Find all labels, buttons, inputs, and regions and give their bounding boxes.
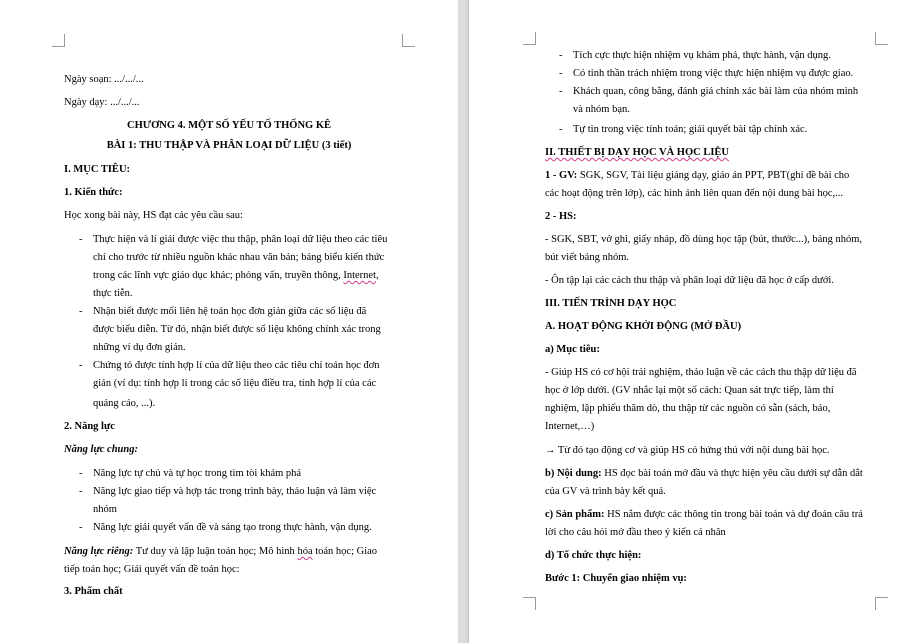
subsection-heading: 3. Phẩm chất: [64, 586, 123, 597]
text-span: HS nắm được các thông tin trong bài toán và dự đoán câu trả: [604, 509, 863, 520]
document-page-2: [469, 0, 921, 643]
bullet-line: và nhóm bạn.: [573, 104, 630, 115]
spellcheck-word: Internet: [343, 270, 376, 281]
label-san-pham: c) Sản phẩm:: [545, 509, 605, 520]
bullet-dash: -: [79, 234, 83, 245]
label-hs: 2 - HS:: [545, 211, 577, 222]
bullet-dash: -: [559, 124, 563, 135]
body-line: nghiệm, lập phiếu thăm dò, thu thập từ các nguồn có sẵn (sách, báo,: [545, 403, 831, 414]
bullet-line: Có tinh thần trách nhiệm trong việc thực hiện nhiệm vụ được giao.: [573, 68, 854, 79]
crop-mark: [402, 34, 415, 47]
body-line: bút viết bảng nhóm.: [545, 252, 629, 263]
subsection-heading: Bước 1: Chuyển giao nhiệm vụ:: [545, 573, 687, 584]
text-span: SGK, SGV, Tài liệu giảng dạy, giáo án PPT, PBT(ghi đề bài cho: [577, 170, 850, 181]
subsection-heading: a) Mục tiêu:: [545, 344, 600, 355]
bullet-line: những ví dụ đơn giản.: [93, 342, 186, 353]
label-noi-dung: b) Nội dung:: [545, 468, 602, 479]
subsection-heading: 1. Kiến thức:: [64, 187, 123, 198]
date-prepared: Ngày soạn: .../.../...: [64, 74, 144, 85]
bullet-dash: -: [79, 522, 83, 533]
section-heading: I. MỤC TIÊU:: [64, 164, 131, 175]
body-line: - Giúp HS có cơ hội trải nghiệm, thảo luận về các cách thu thập dữ liệu đã: [545, 367, 857, 378]
section-heading: A. HOẠT ĐỘNG KHỞI ĐỘNG (MỞ ĐẦU): [545, 321, 742, 332]
body-line: - SGK, SBT, vở ghi, giấy nháp, đồ dùng học tập (bút, thước...), bảng nhóm,: [545, 234, 862, 245]
label-gv: 1 - GV:: [545, 170, 578, 181]
section-heading: III. TIẾN TRÌNH DẠY HỌC: [545, 298, 677, 309]
bullet-dash: -: [559, 68, 563, 79]
bullet-line: Thực hiện và lí giải được việc thu thập, phân loại dữ liệu theo các tiêu: [93, 234, 388, 245]
bullet-line: Năng lực giải quyết vấn đề và sáng tạo trong thực hành, vận dụng.: [93, 522, 372, 533]
bullet-dash: -: [79, 360, 83, 371]
subsection-heading: 2. Năng lực: [64, 421, 115, 432]
text-span: HS đọc bài toán mở đầu và thực hiện yêu cầu dưới sự dẫn dắt: [601, 468, 863, 479]
label-nang-luc-rieng: Năng lực riêng:: [64, 546, 134, 557]
body-line: học ở lớp dưới. (GV nhắc lại một số cách: Quan sát trực tiếp, làm thí: [545, 385, 834, 396]
text-span: ,: [376, 270, 379, 281]
crop-mark: [523, 32, 536, 45]
section-heading: [545, 146, 729, 160]
bullet-line: [93, 269, 379, 283]
chapter-title: CHƯƠNG 4. MỘT SỐ YẾU TỐ THỐNG KÊ: [126, 120, 331, 131]
gv-line: [545, 169, 849, 183]
bullet-line: được biểu diễn. Từ đó, nhận biết được số liệu không chính xác trong: [93, 324, 381, 335]
bullet-line: quảng cáo, ...).: [93, 398, 156, 409]
spellcheck-word: hóa: [297, 546, 313, 557]
date-taught: Ngày dạy: .../.../...: [64, 97, 140, 108]
lesson-title: BÀI 1: THU THẬP VÀ PHÂN LOẠI DỮ LIỆU (3 tiết): [106, 140, 352, 151]
bullet-line: Năng lực tự chủ và tự học trong tìm tòi khám phá: [93, 468, 302, 479]
crop-mark: [875, 32, 888, 45]
text-span: Tư duy và lập luận toán học; Mô hình: [133, 546, 298, 557]
bullet-line: Nhận biết được mối liên hệ toán học đơn giản giữa các số liệu đã: [93, 306, 367, 317]
body-line: Internet,…): [545, 421, 595, 432]
bullet-dash: -: [79, 306, 83, 317]
bullet-line: Tự tin trong việc tính toán; giải quyết bài tập chính xác.: [573, 124, 808, 135]
body-line: lời cho câu hỏi mở đầu theo ý kiến cá nhân: [545, 527, 726, 538]
bullet-line: Năng lực giao tiếp và hợp tác trong trình bày, thảo luận và làm việc: [93, 486, 377, 497]
text-span: trong các lĩnh vực giáo dục khác; phỏng vấn, truyền thông,: [93, 270, 344, 281]
document-page-1: [0, 0, 458, 643]
bullet-dash: -: [559, 50, 563, 61]
bullet-dash: -: [559, 86, 563, 97]
nang-luc-rieng-line: [64, 545, 377, 559]
bullet-line: nhóm: [93, 504, 117, 515]
bullet-line: chí cho trước từ nhiều nguồn khác nhau văn bản; bảng biểu kiến thức: [93, 252, 385, 263]
subsection-heading: d) Tổ chức thực hiện:: [545, 550, 642, 561]
bullet-line: thực tiễn.: [93, 288, 133, 299]
body-line: - Ôn tập lại các cách thu thập và phân loại dữ liệu đã học ở cấp dưới.: [545, 275, 834, 286]
body-line: → Từ đó tạo động cơ và giúp HS có hứng thú với nội dung bài học.: [545, 445, 830, 456]
bullet-line: Chứng tỏ được tính hợp lí của dữ liệu theo các tiêu chí toán học đơn: [93, 360, 380, 371]
san-pham-line: [545, 508, 863, 522]
body-line: các hoạt động trên lớp), các hình ảnh liên quan đến nội dung bài học,...: [545, 188, 844, 199]
crop-mark: [52, 34, 65, 47]
bullet-line: Tích cực thực hiện nhiệm vụ khám phá, thực hành, vận dụng.: [573, 50, 831, 61]
bullet-dash: -: [79, 486, 83, 497]
body-line: tiếp toán học; Giải quyết vấn đề toán học:: [64, 564, 240, 575]
bullet-line: giản (ví dụ: tính hợp lí trong các số liệu điều tra, tính hợp lí của các: [93, 378, 377, 389]
noi-dung-line: [545, 467, 863, 481]
page-separator: [458, 0, 469, 643]
crop-mark: [523, 597, 536, 610]
body-line: của GV và trình bày kết quả.: [545, 486, 666, 497]
section-heading-text: II. THIẾT BỊ DẠY HỌC VÀ HỌC LIỆU: [545, 147, 729, 158]
label-nang-luc-chung: Năng lực chung:: [64, 444, 138, 455]
text-span: toán học; Giao: [312, 546, 378, 557]
bullet-dash: -: [79, 468, 83, 479]
bullet-line: Khách quan, công bằng, đánh giá chính xác bài làm của nhóm mình: [573, 86, 859, 97]
intro-text: Học xong bài này, HS đạt các yêu cầu sau:: [64, 210, 243, 221]
crop-mark: [875, 597, 888, 610]
